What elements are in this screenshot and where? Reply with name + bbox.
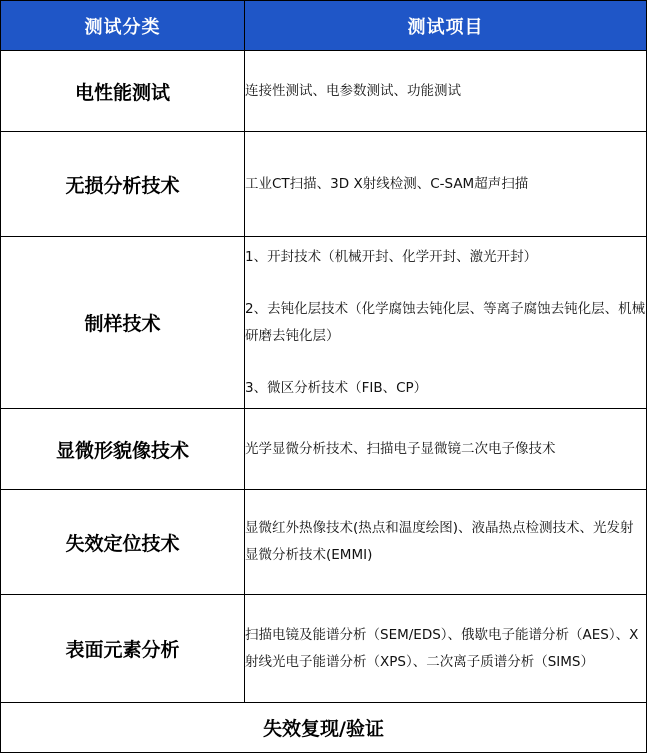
table-row <box>1 409 647 490</box>
item-text: 3、微区分析技术（FIB、CP） <box>245 379 428 396</box>
category-cell: 制样技术 <box>1 237 245 409</box>
item-text: 2、去钝化层技术（化学腐蚀去钝化层、等离子腐蚀去钝化层、机械研磨去钝化层） <box>245 300 646 344</box>
item-text: 连接性测试、电参数测试、功能测试 <box>245 82 461 99</box>
items-cell <box>245 409 647 490</box>
category-cell: 显微形貌像技术 <box>1 409 245 490</box>
item-text: 工业CT扫描、3D X射线检测、C-SAM超声扫描 <box>245 175 529 192</box>
items-cell <box>245 490 647 595</box>
header-row <box>1 1 647 51</box>
category-cell: 表面元素分析 <box>1 595 245 703</box>
table-row <box>1 595 647 703</box>
item-text: 1、开封技术（机械开封、化学开封、激光开封） <box>245 248 538 265</box>
item-text: 显微红外热像技术(热点和温度绘图)、液晶热点检测技术、光发射显微分析技术(EMMI) <box>245 520 634 563</box>
category-cell: 电性能测试 <box>1 51 245 132</box>
items-cell <box>245 132 647 237</box>
items-cell <box>245 51 647 132</box>
items-cell <box>245 595 647 703</box>
item-text: 扫描电镜及能谱分析（SEM/EDS）、俄歇电子能谱分析（AES）、X射线光电子能谱分析（XPS）、二次离子质谱分析（SIMS） <box>245 626 639 670</box>
footer-cell: 失效复现/验证 <box>1 703 647 753</box>
footer-row <box>1 703 647 753</box>
table-row <box>1 237 647 409</box>
category-cell: 失效定位技术 <box>1 490 245 595</box>
header-category: 测试分类 <box>1 1 245 51</box>
item-text: 光学显微分析技术、扫描电子显微镜二次电子像技术 <box>245 440 556 457</box>
table-row <box>1 132 647 237</box>
table-row <box>1 490 647 595</box>
header-items: 测试项目 <box>245 1 647 51</box>
table-row <box>1 51 647 132</box>
items-cell <box>245 237 647 409</box>
category-cell: 无损分析技术 <box>1 132 245 237</box>
